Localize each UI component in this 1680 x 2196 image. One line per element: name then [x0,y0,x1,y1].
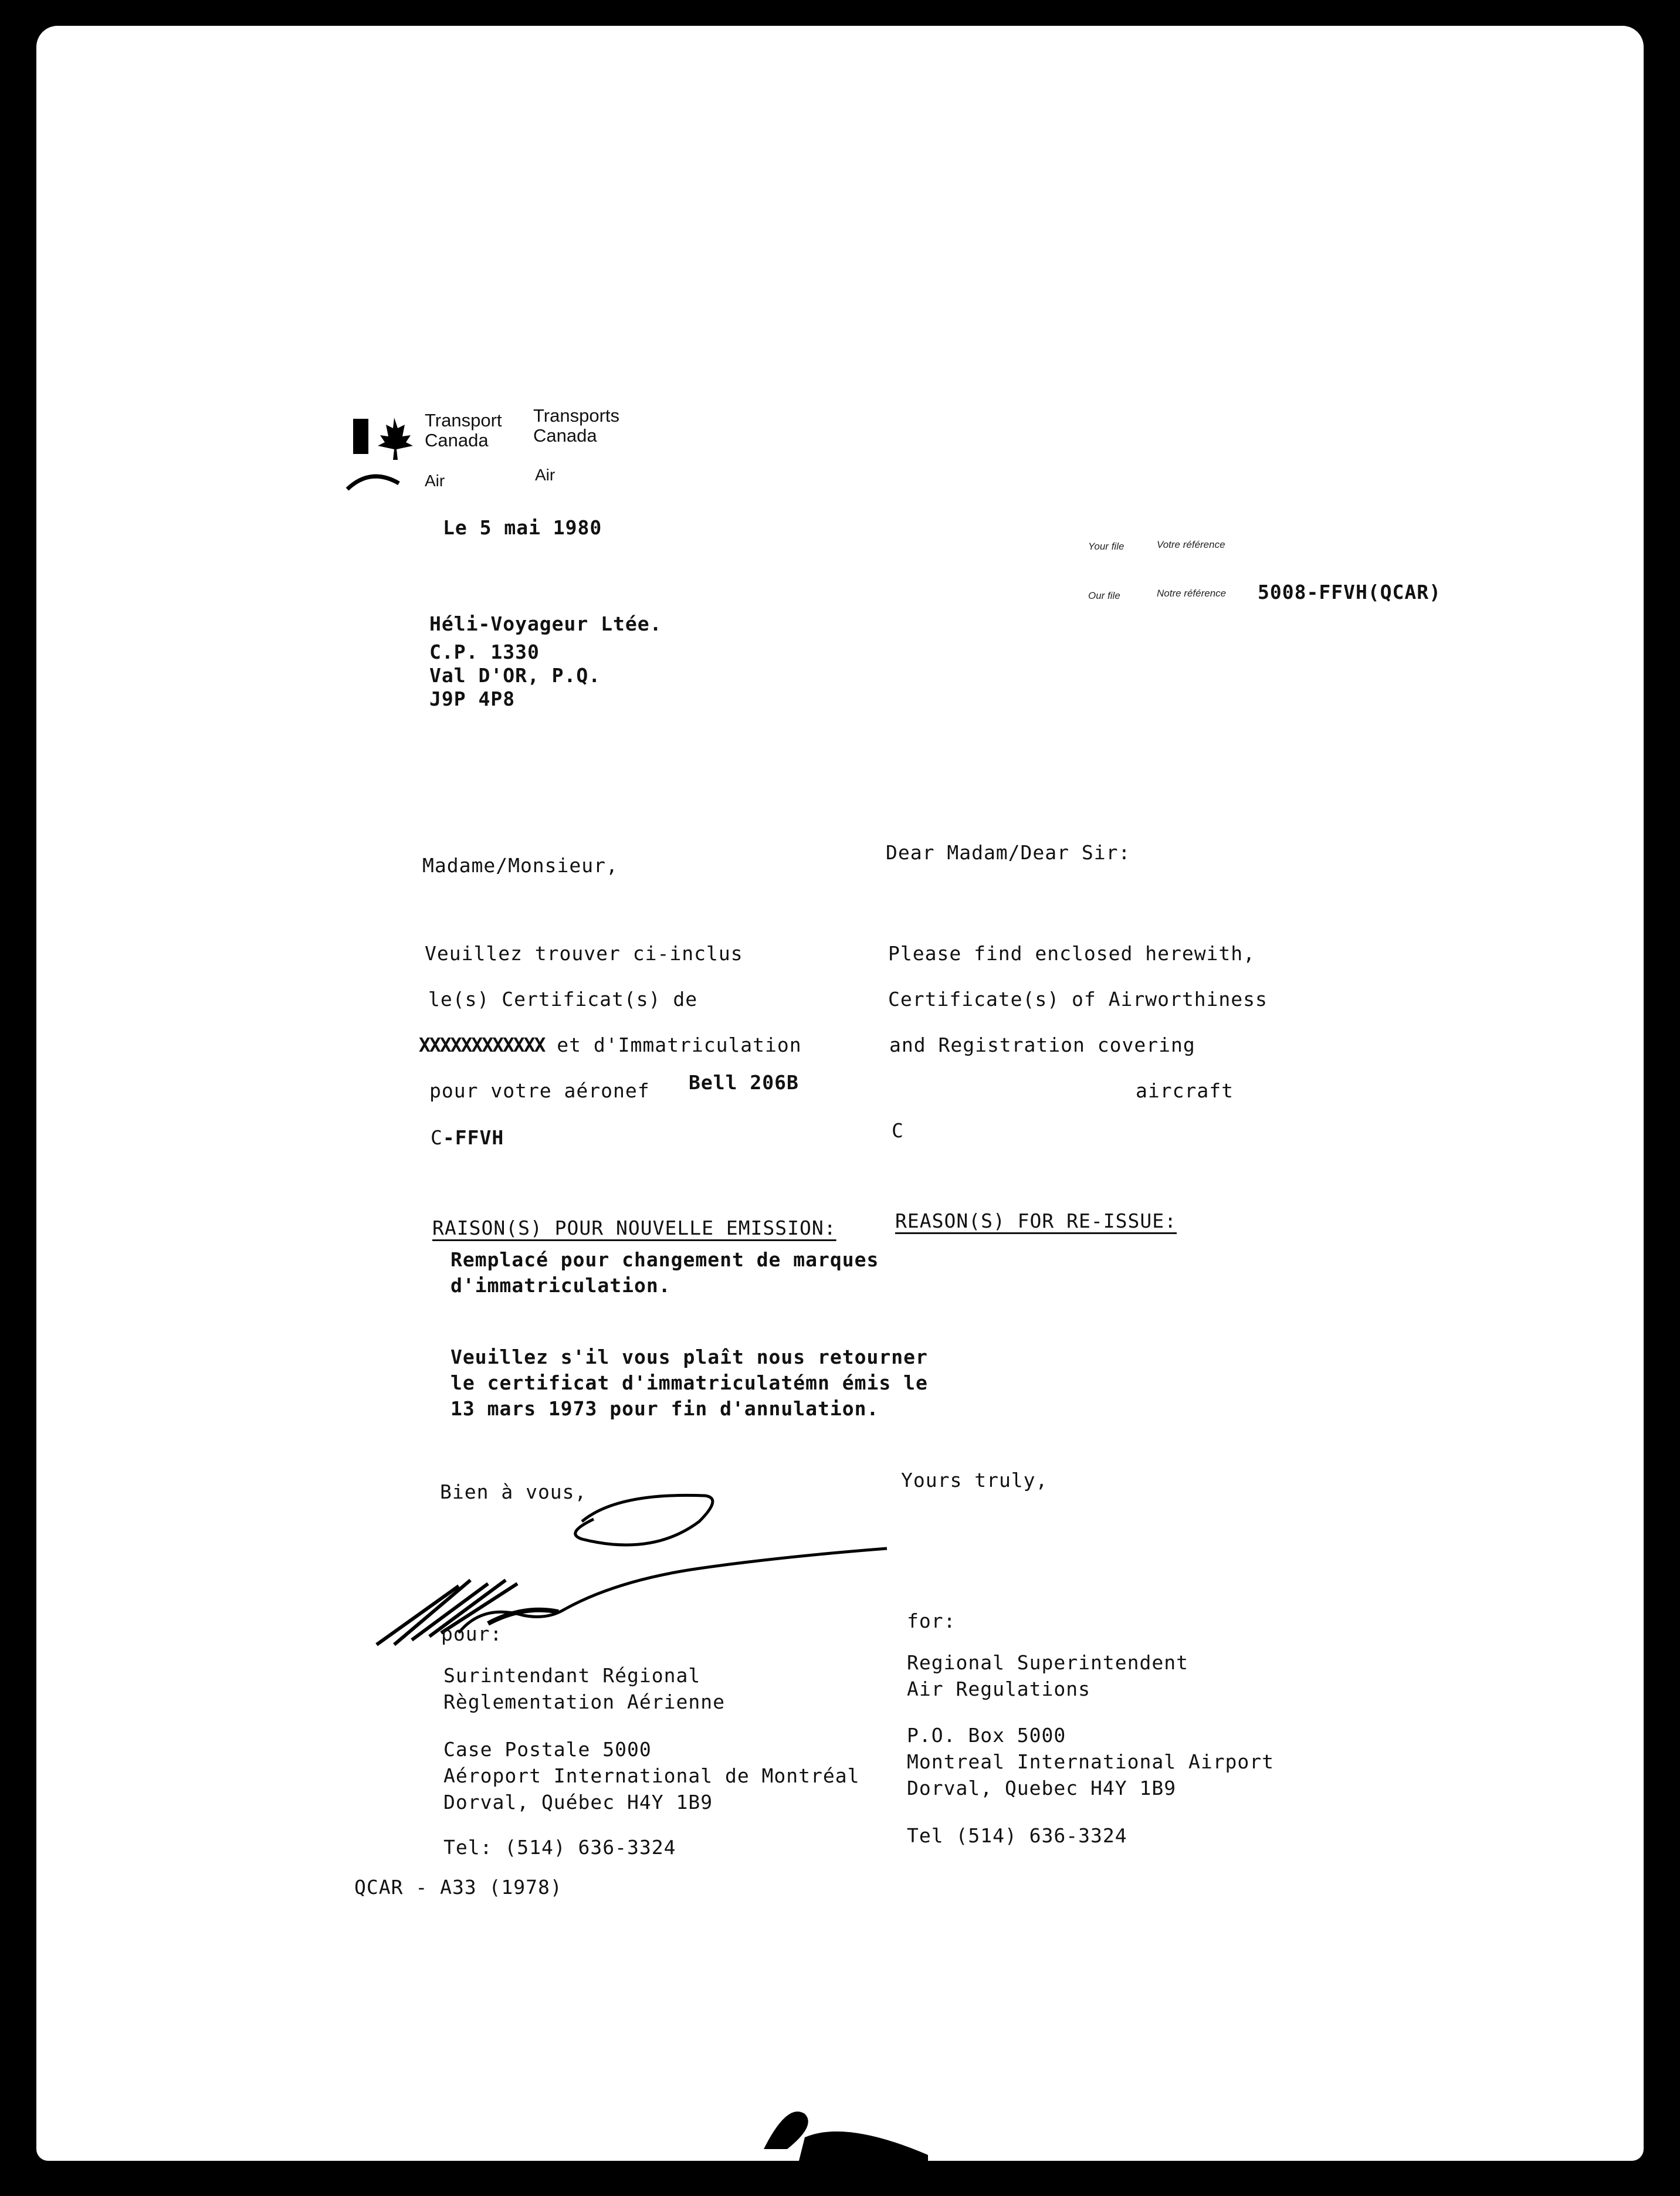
request-text [451,1344,928,1422]
body-fr-line4: pour votre aéronef [429,1079,650,1102]
body-fr-line2: le(s) Certificat(s) de [428,988,698,1011]
canada-flag-logo [336,413,435,507]
address-fr-line: Case Postale 5000 [443,1738,652,1761]
address-en [907,1722,1274,1801]
request-line: le certificat d'immatriculatémn émis le [451,1371,928,1394]
registration-value: -FFVH [442,1126,504,1149]
body-fr-line3 [419,1033,802,1056]
signatory-en-line: Air Regulations [907,1678,1091,1700]
our-file-number: 5008-FFVH(QCAR) [1258,581,1442,604]
body-en-line1: Please find enclosed herewith, [888,942,1256,965]
reason-text [451,1247,879,1299]
body-en-line3: and Registration covering [889,1033,1195,1056]
letterhead-fr-line2: Canada [533,425,597,446]
address-en-line: Dorval, Quebec H4Y 1B9 [907,1777,1177,1800]
request-line: 13 mars 1973 pour fin d'annulation. [451,1397,879,1420]
document-page [36,26,1644,2161]
form-code: QCAR - A33 (1978) [354,1876,563,1899]
request-line: Veuillez s'il vous plaît nous retourner [451,1346,928,1368]
registration-fr [431,1126,504,1149]
letterhead-en-line2: Canada [425,430,489,450]
your-file-label: Your file [1088,541,1124,552]
address-fr-line: Dorval, Québec H4Y 1B9 [443,1791,713,1814]
reason-en-heading: REASON(S) FOR RE-ISSUE: [895,1209,1177,1232]
address-en-line: Montreal International Airport [907,1750,1275,1773]
signatory-en-line: Regional Superintendent [907,1651,1188,1674]
addressee-line: C.P. 1330 [429,640,540,663]
letterhead-fr-air: Air [535,466,556,484]
letterhead-en [425,411,502,450]
struck-word: XXXXXXXXXXXX [419,1033,545,1056]
our-file-label-fr: Notre référence [1157,588,1227,599]
letterhead-fr [533,406,619,446]
address-fr-line: Aéroport International de Montréal [443,1764,860,1787]
reason-fr-heading: RAISON(S) POUR NOUVELLE EMISSION: [432,1216,836,1239]
closing-fr: Bien à vous, [440,1480,587,1503]
registration-prefix-fr: C [431,1126,443,1149]
addressee-line: J9P 4P8 [429,687,516,710]
letterhead-en-air: Air [425,472,445,490]
letter-date: Le 5 mai 1980 [443,516,602,539]
tel-en: Tel (514) 636-3324 [907,1824,1127,1847]
registration-prefix-en: C [892,1119,904,1142]
letterhead-fr-line1: Transports [533,405,620,426]
tel-fr: Tel: (514) 636-3324 [443,1836,676,1859]
signatory-en [907,1649,1188,1702]
addressee-block [429,612,662,716]
body-fr-line3-rest: et d'Immatriculation [557,1033,802,1056]
reason-line: d'immatriculation. [451,1274,671,1297]
body-en-line2: Certificate(s) of Airworthiness [888,988,1268,1011]
for-label: for: [907,1609,956,1632]
signatory-fr-line: Règlementation Aérienne [443,1690,725,1713]
address-en-line: P.O. Box 5000 [907,1724,1066,1747]
body-en-line4: aircraft [1136,1079,1234,1102]
your-file-label-fr: Votre référence [1157,539,1225,550]
signatory-fr [443,1662,725,1715]
reason-line: Remplacé pour changement de marques [451,1248,879,1271]
letterhead-en-line1: Transport [425,410,502,431]
closing-en: Yours truly, [901,1469,1048,1492]
salutation-fr: Madame/Monsieur, [422,854,618,877]
addressee-line: Héli-Voyageur Ltée. [429,612,662,635]
scan-smudge [752,2079,940,2161]
address-fr [443,1736,860,1815]
body-fr-line1: Veuillez trouver ci-inclus [425,942,743,965]
signatory-fr-line: Surintendant Régional [443,1664,701,1687]
salutation-en: Dear Madam/Dear Sir: [886,841,1131,864]
addressee-line: Val D'OR, P.Q. [429,664,601,687]
aircraft-type: Bell 206B [689,1071,799,1094]
pour-label: pour: [441,1622,503,1645]
our-file-label: Our file [1088,590,1120,601]
